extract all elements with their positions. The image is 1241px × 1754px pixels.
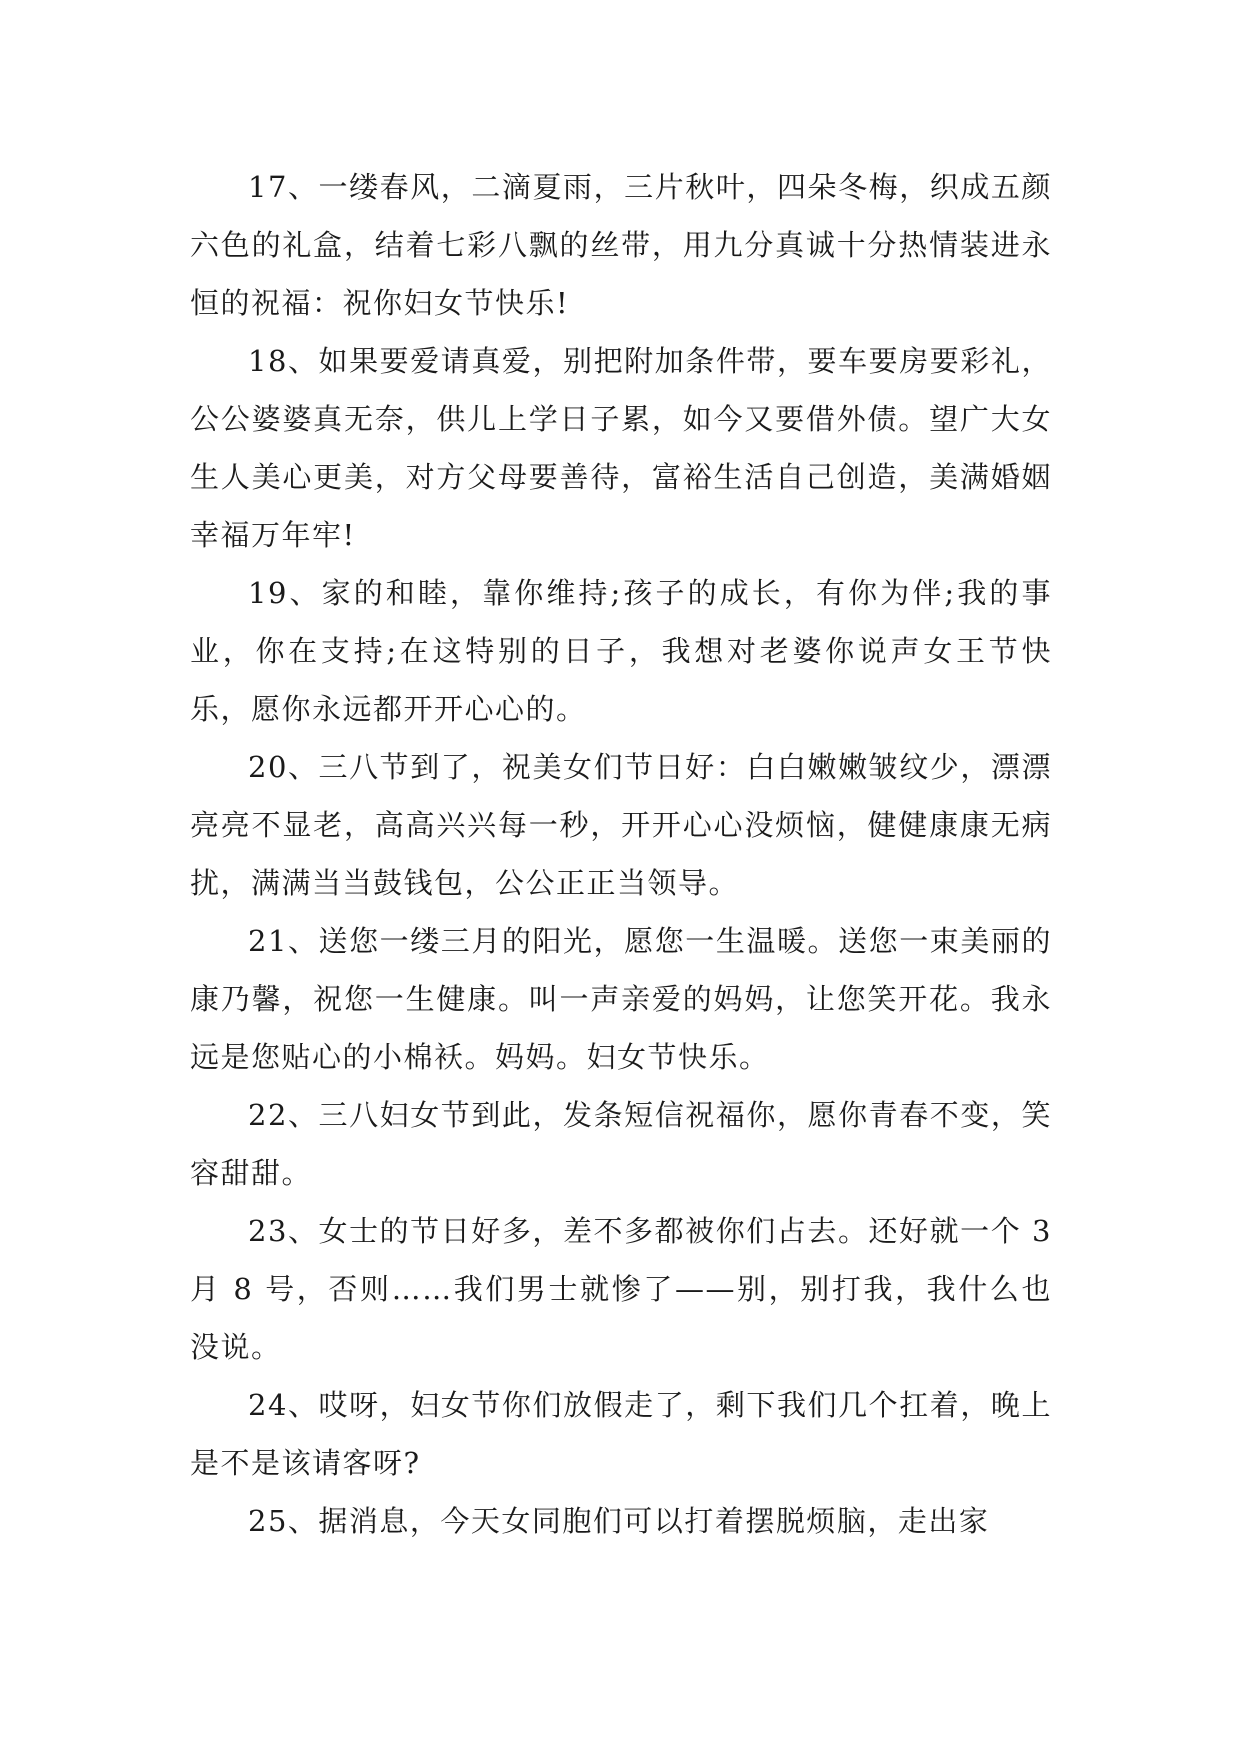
- paragraph-21: 21、送您一缕三月的阳光，愿您一生温暖。送您一束美丽的康乃馨，祝您一生健康。叫一声亲爱的妈妈，让您笑开花。我永远是您贴心的小棉袄。妈妈。妇女节快乐。: [190, 924, 1052, 1074]
- paragraph-24: 24、哎呀，妇女节你们放假走了，剩下我们几个扛着，晚上是不是该请客呀?: [190, 1388, 1052, 1480]
- paragraph-18: 18、如果要爱请真爱，别把附加条件带，要车要房要彩礼，公公婆婆真无奈，供儿上学日子累，如今又要借外债。望广大女生人美心更美，对方父母要善待，富裕生活自己创造，美满婚姻幸福万年牢!: [190, 344, 1052, 552]
- paragraph-20: 20、三八节到了，祝美女们节日好：白白嫩嫩皱纹少，漂漂亮亮不显老，高高兴兴每一秒，开开心心没烦恼，健健康康无病扰，满满当当鼓钱包，公公正正当领导。: [190, 750, 1052, 900]
- paragraph-23: 23、女士的节日好多，差不多都被你们占去。还好就一个 3 月 8 号，否则……我们男士就惨了——别，别打我，我什么也没说。: [190, 1214, 1052, 1364]
- document-body: [190, 158, 1052, 1550]
- paragraph-25: 25、据消息，今天女同胞们可以打着摆脱烦脑，走出家: [248, 1504, 990, 1538]
- paragraph-17: 17、一缕春风，二滴夏雨，三片秋叶，四朵冬梅，织成五颜六色的礼盒，结着七彩八飘的丝带，用九分真诚十分热情装进永恒的祝福：祝你妇女节快乐!: [190, 170, 1052, 320]
- paragraph-19: 19、家的和睦，靠你维持;孩子的成长，有你为伴;我的事业，你在支持;在这特别的日子，我想对老婆你说声女王节快乐，愿你永远都开开心心的。: [190, 576, 1052, 726]
- paragraph-22: 22、三八妇女节到此，发条短信祝福你，愿你青春不变，笑容甜甜。: [190, 1098, 1052, 1190]
